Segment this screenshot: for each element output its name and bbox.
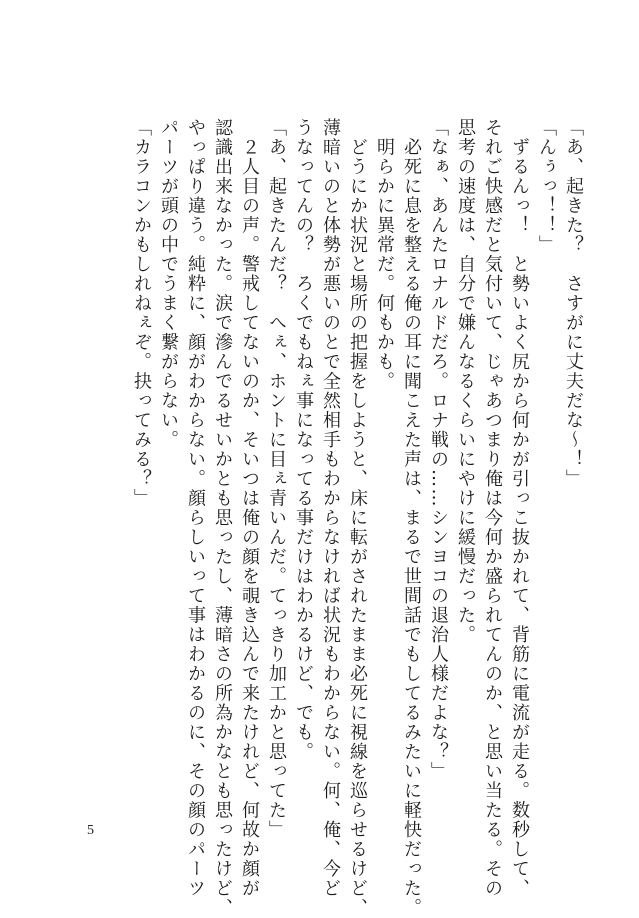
text-line: 「なぁ、あんたロナルドだろ。ロナ戦の……シンヨコの退治人様だよな？」 <box>428 118 449 781</box>
text-line: ずるんっ！ と勢いよく尻から何かが引っこ抜かれて、背筋に電流が走る。数秒して、 <box>509 118 530 898</box>
vertical-text-body <box>128 118 587 918</box>
text-line: 「あ、起きた？ さすがに丈夫だな〜！」 <box>563 118 584 489</box>
text-line: 認識出来なかった。涙で滲んでるせいかとも思ったし、薄暗さの所為かなとも思ったけど、 <box>212 118 233 918</box>
page-number: 5 <box>87 823 94 838</box>
text-line: どうにか状況と場所の把握をしようと、床に転がされたまま必死に視線を巡らせるけど、 <box>347 118 368 918</box>
text-line: 「カラコンかもしれねぇぞ。抉ってみる？」 <box>131 118 152 508</box>
text-line: 「あ、起きたんだ？ へぇ、ホントに目ぇ青いんだ。てっきり加工かと思ってた」 <box>266 118 287 840</box>
text-line: パーツが頭の中でうまく繋がらない。 <box>158 118 179 450</box>
text-line: やっぱり違う。純粋に、顔がわからない。顔らしいって事はわかるのに、その顔のパーツ <box>185 118 206 898</box>
text-line: 思考の速度は、自分で嫌んなるくらいにやけに緩慢だった。 <box>455 118 476 645</box>
text-line: 薄暗いのと体勢が悪いのとで全然相手もわからなければ状況もわからない。何、俺、今ど <box>320 118 341 898</box>
text-line: それご快感だと気付いて、じゃあつまり俺は今何か盛られてんのか、と思い当たる。その <box>482 118 503 898</box>
text-line: うなってんの？ ろくでもねぇ事になってる事だけはわかるけど、でも。 <box>293 118 314 762</box>
text-line: 必死に息を整える俺の耳に聞こえた声は、まるで世間話でもしてるみたいに軽快だった。 <box>401 118 422 918</box>
text-line: 「んぅっ！！」 <box>536 118 557 255</box>
text-line: ２人目の声。警戒してないのか、そいつは俺の顔を覗き込んで来たけれど、何故か顔が <box>239 118 260 898</box>
text-line: 明らかに異常だ。何もかも。 <box>374 118 395 391</box>
